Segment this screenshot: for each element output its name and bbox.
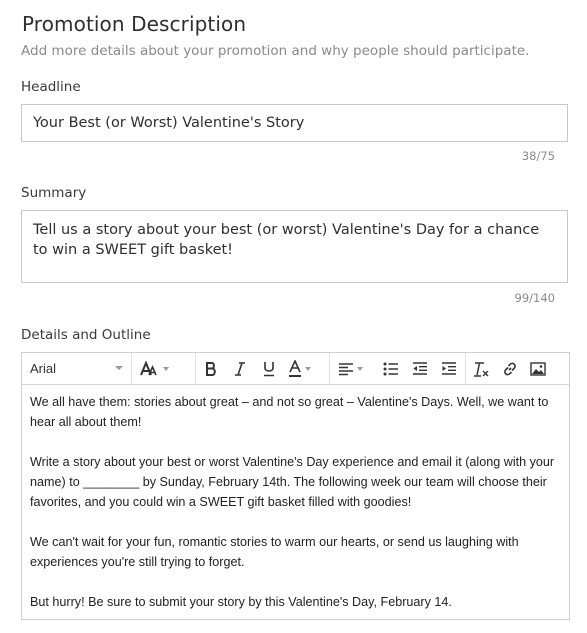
underline-icon [262,361,276,377]
paragraph-spacer [30,572,561,592]
text-color-button[interactable] [284,353,314,384]
summary-char-counter: 99/140 [514,291,555,305]
headline-label: Headline [21,79,81,95]
bold-button[interactable] [200,353,222,384]
font-family-select[interactable] [22,353,132,384]
chevron-down-icon [357,367,363,371]
paragraph-spacer [30,432,561,452]
align-button[interactable] [334,353,366,384]
details-label: Details and Outline [21,327,151,343]
image-icon [530,362,546,376]
outdent-icon [412,362,428,376]
editor-paragraph: We can't wait for your fun, romantic stories to warm our hearts, or send us laughing with experiences you're still trying to forget. [30,535,519,569]
indent-button[interactable] [437,353,461,384]
font-size-icon [140,361,160,377]
indent-icon [441,362,457,376]
summary-textarea[interactable]: Tell us a story about your best (or worst) Valentine's Day for a chance to win a SWEET gift basket! [21,210,568,283]
text-color-icon [288,360,302,378]
paragraph-spacer [30,512,561,532]
editor-paragraph: Write a story about your best or worst Valentine's Day experience and email it (along with your name) to ________ by Sunday, February 14th. The following week our team will choose their favorites, and you could win a SWEET gift basket filled with goodies! [30,455,555,509]
bulleted-list-icon [383,362,399,376]
chevron-down-icon [163,367,169,371]
section-title: Promotion Description [22,12,247,36]
chevron-down-icon [115,366,123,370]
editor-paragraph: We all have them: stories about great – and not so great – Valentine's Days. Well, we want to hear all about them! [30,395,549,429]
editor-content[interactable] [22,385,569,612]
toolbar-divider [465,353,466,384]
font-family-value: Arial [30,361,57,376]
italic-button[interactable] [229,353,251,384]
bold-icon [205,362,217,376]
underline-button[interactable] [258,353,280,384]
headline-char-counter: 38/75 [521,149,555,163]
editor-toolbar [22,353,569,385]
link-button[interactable] [498,353,522,384]
rich-text-editor [21,352,570,620]
clear-format-button[interactable] [469,353,493,384]
headline-input[interactable]: Your Best (or Worst) Valentine's Story [21,104,568,142]
bulleted-list-button[interactable] [379,353,403,384]
image-button[interactable] [526,353,550,384]
section-subtitle: Add more details about your promotion and why people should participate. [21,43,530,59]
italic-icon [234,362,246,376]
link-icon [502,361,518,377]
summary-label: Summary [21,185,87,201]
outdent-button[interactable] [408,353,432,384]
font-size-button[interactable] [139,353,169,384]
editor-paragraph: But hurry! Be sure to submit your story by this Valentine's Day, February 14. [30,595,452,609]
align-left-icon [338,362,354,376]
toolbar-divider [195,353,196,384]
clear-format-icon [473,361,489,377]
chevron-down-icon [305,367,311,371]
toolbar-divider [329,353,330,384]
